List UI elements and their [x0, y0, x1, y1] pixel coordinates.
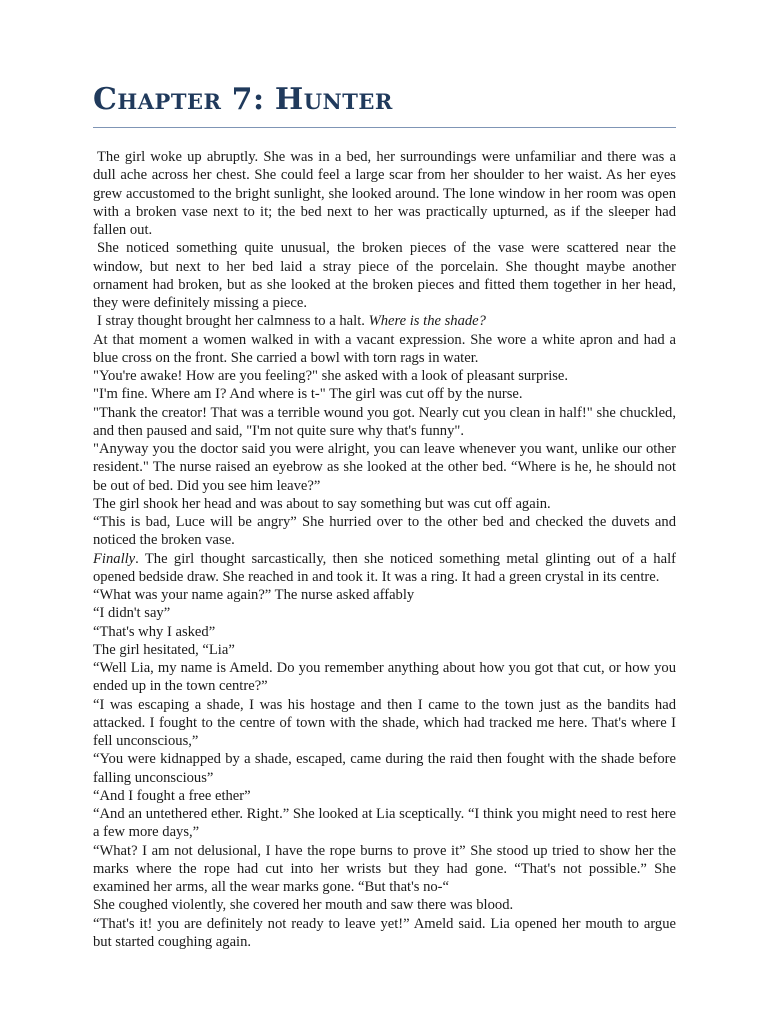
paragraph — [93, 550, 676, 587]
paragraph: The girl hesitated, “Lia” — [93, 641, 235, 658]
title-underline — [93, 127, 676, 128]
paragraph: The girl woke up abruptly. She was in a bed, her surroundings were unfamiliar and there was a dull ache across her chest. She could feel a large scar from her shoulder to her waist. As her eyes grew accustomed to the bright sunlight, she looked around. The lone window in her room was open with a broken vase next to it; the bed next to her was practically upturned, as if the sleeper had fallen out. — [93, 149, 676, 238]
paragraph-text: I stray thought brought her calmness to a halt. — [97, 313, 365, 330]
paragraph: “That's why I asked” — [93, 623, 216, 640]
paragraph: At that moment a women walked in with a vacant expression. She wore a white apron and had a blue cross on the front. She carried a bowl with torn rags in water. — [93, 331, 676, 366]
title-initial-h: H — [274, 82, 304, 117]
paragraph: “What? I am not delusional, I have the rope burns to prove it” She stood up tried to show her the marks where the rope had cut into her wrists but they had gone. “That's not possible.” She examined her arms, all the wear marks gone. “But that's no-“ — [93, 842, 676, 895]
paragraph: "I'm fine. Where am I? And where is t-" The girl was cut off by the nurse. — [93, 386, 523, 403]
paragraph: "Thank the creator! That was a terrible wound you got. Nearly cut you clean in half!" she chuckled, and then paused and said, "I'm not quite sure why that's funny". — [93, 404, 676, 439]
title-word-hunter: UNTER — [303, 89, 393, 114]
paragraph: “You were kidnapped by a shade, escaped, came during the raid then fought with the shade before falling unconscious” — [93, 751, 676, 786]
paragraph — [93, 312, 676, 330]
title-word-chapter: HAPTER — [117, 89, 222, 114]
paragraph: "Anyway you the doctor said you were alright, you can leave whenever you want, unlike our other resident." The nurse raised an eyebrow as she looked at the other bed. “Where is he, he should not be out of bed. Did you see him leave?” — [93, 441, 676, 494]
title-initial-c: C — [93, 82, 118, 117]
paragraph: “I didn't say” — [93, 605, 171, 622]
chapter-body — [93, 148, 676, 951]
paragraph: She noticed something quite unusual, the broken pieces of the vase were scattered near the window, but next to her bed laid a stray piece of the porcelain. She thought maybe another ornament had broken, but as she looked at the broken pieces and fitted them together in her head, they were definitely missing a piece. — [93, 240, 676, 311]
paragraph: “And I fought a free ether” — [93, 787, 251, 804]
paragraph: “I was escaping a shade, I was his hostage and then I came to the town just as the bandits had attacked. I fought to the centre of town with the shade, which had tracked me here. That's where I fell unconscious,” — [93, 696, 676, 749]
paragraph: “What was your name again?” The nurse asked affably — [93, 587, 415, 603]
chapter-title — [93, 82, 393, 117]
title-number: 7: — [231, 82, 265, 117]
paragraph: “That's it! you are definitely not ready to leave yet!” Ameld said. Lia opened her mouth to argue but started coughing again. — [93, 915, 676, 950]
paragraph: “Well Lia, my name is Ameld. Do you remember anything about how you got that cut, or how you ended up in the town centre?” — [93, 660, 676, 695]
paragraph: “And an untethered ether. Right.” She looked at Lia sceptically. “I think you might need to rest here a few more days,” — [93, 806, 676, 841]
paragraph-text: . The girl thought sarcastically, then she noticed something metal glinting out of a half opened bedside draw. She reached in and took it. It was a ring. It had a green crystal in its centre. — [93, 550, 676, 585]
paragraph: "You're awake! How are you feeling?" she asked with a look of pleasant surprise. — [93, 368, 569, 384]
paragraph: She coughed violently, she covered her mouth and saw there was blood. — [93, 897, 514, 914]
paragraph-italic: Where is the shade? — [368, 313, 486, 330]
paragraph-italic: Finally — [93, 550, 136, 567]
paragraph: “This is bad, Luce will be angry” She hurried over to the other bed and checked the duvets and noticed the broken vase. — [93, 514, 676, 549]
paragraph: The girl shook her head and was about to say something but was cut off again. — [93, 495, 551, 512]
